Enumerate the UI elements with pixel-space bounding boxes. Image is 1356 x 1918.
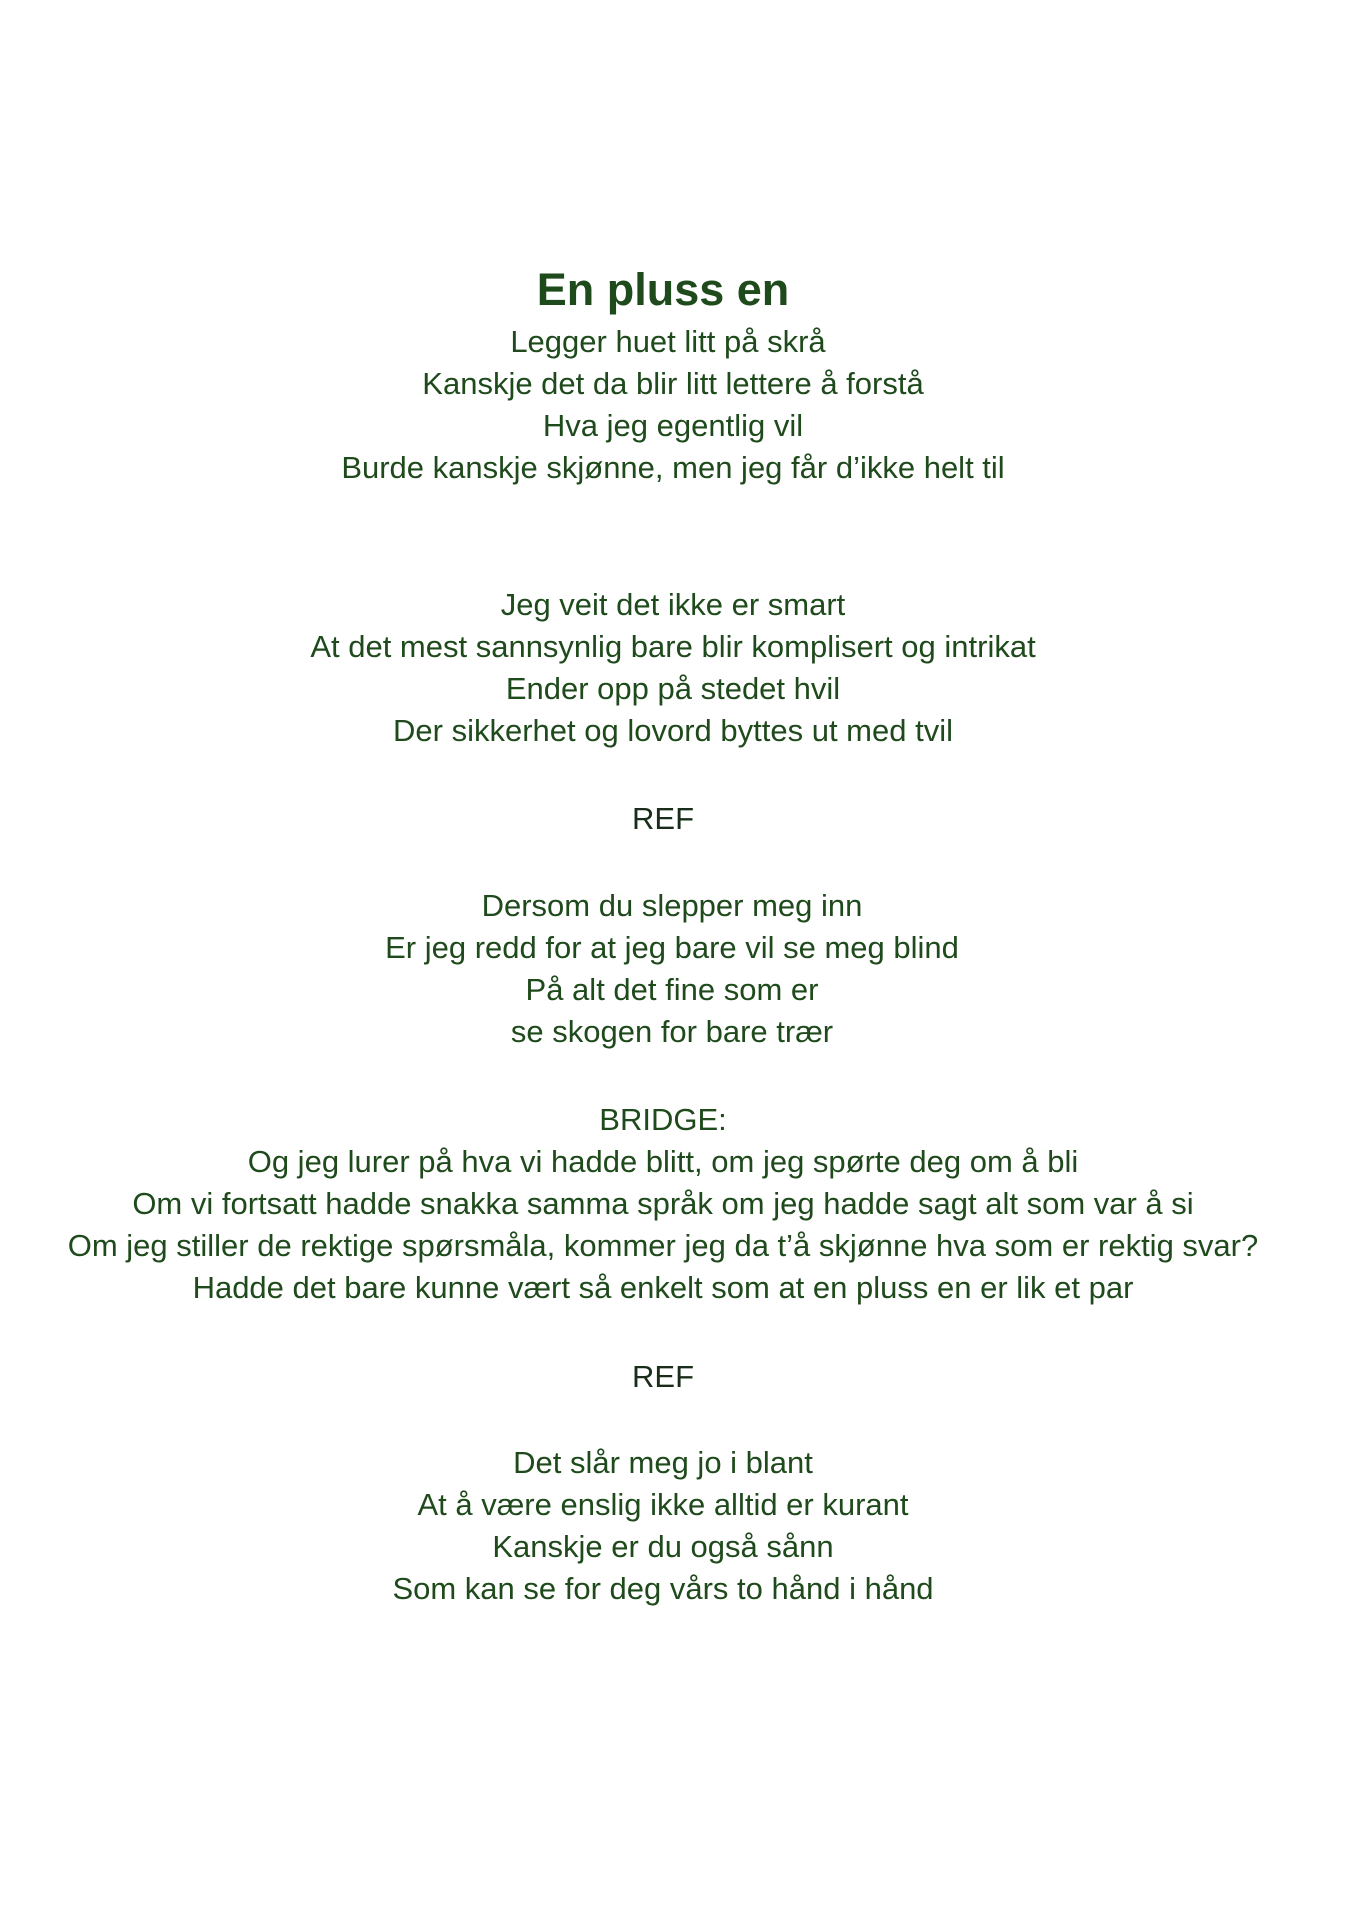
bridge-line4: Hadde det bare kunne vært så enkelt som at en pluss en er lik et par: [192, 1270, 1134, 1305]
verse2-line4: Der sikkerhet og lovord byttes ut med tvil: [393, 713, 953, 748]
verse2-line2: At det mest sannsynlig bare blir komplisert og intrikat: [310, 629, 1036, 664]
bridge-line3: Om jeg stiller de rektige spørsmåla, kommer jeg da t’å skjønne hva som er rektig svar?: [67, 1228, 1259, 1263]
verse3-line4: se skogen for bare trær: [510, 1014, 834, 1049]
verse4-line2: At å være enslig ikke alltid er kurant: [417, 1487, 909, 1522]
verse2-line1: Jeg veit det ikke er smart: [500, 587, 846, 622]
refrain-marker-1: REF: [632, 801, 694, 836]
verse4-line4: Som kan se for deg vårs to hånd i hånd: [392, 1571, 934, 1606]
verse4-line1: Det slår meg jo i blant: [513, 1445, 813, 1480]
verse4-line3: Kanskje er du også sånn: [492, 1529, 834, 1564]
verse1-line3: Hva jeg egentlig vil: [542, 408, 804, 443]
verse2-line3: Ender opp på stedet hvil: [505, 671, 841, 706]
verse3-line3: På alt det fine som er: [525, 972, 819, 1007]
verse1-line4: Burde kanskje skjønne, men jeg får d’ikke helt til: [341, 450, 1005, 485]
verse1-line2: Kanskje det da blir litt lettere å forstå: [422, 366, 924, 401]
bridge-label: BRIDGE:: [599, 1102, 727, 1137]
song-title: En pluss en: [536, 264, 790, 315]
verse1-line1: Legger huet litt på skrå: [510, 324, 826, 359]
verse3-line1: Dersom du slepper meg inn: [481, 888, 863, 923]
verse3-line2: Er jeg redd for at jeg bare vil se meg blind: [385, 930, 959, 965]
refrain-marker-2: REF: [632, 1359, 694, 1394]
bridge-line2: Om vi fortsatt hadde snakka samma språk om jeg hadde sagt alt som var å si: [132, 1186, 1194, 1221]
bridge-line1: Og jeg lurer på hva vi hadde blitt, om jeg spørte deg om å bli: [247, 1144, 1079, 1179]
